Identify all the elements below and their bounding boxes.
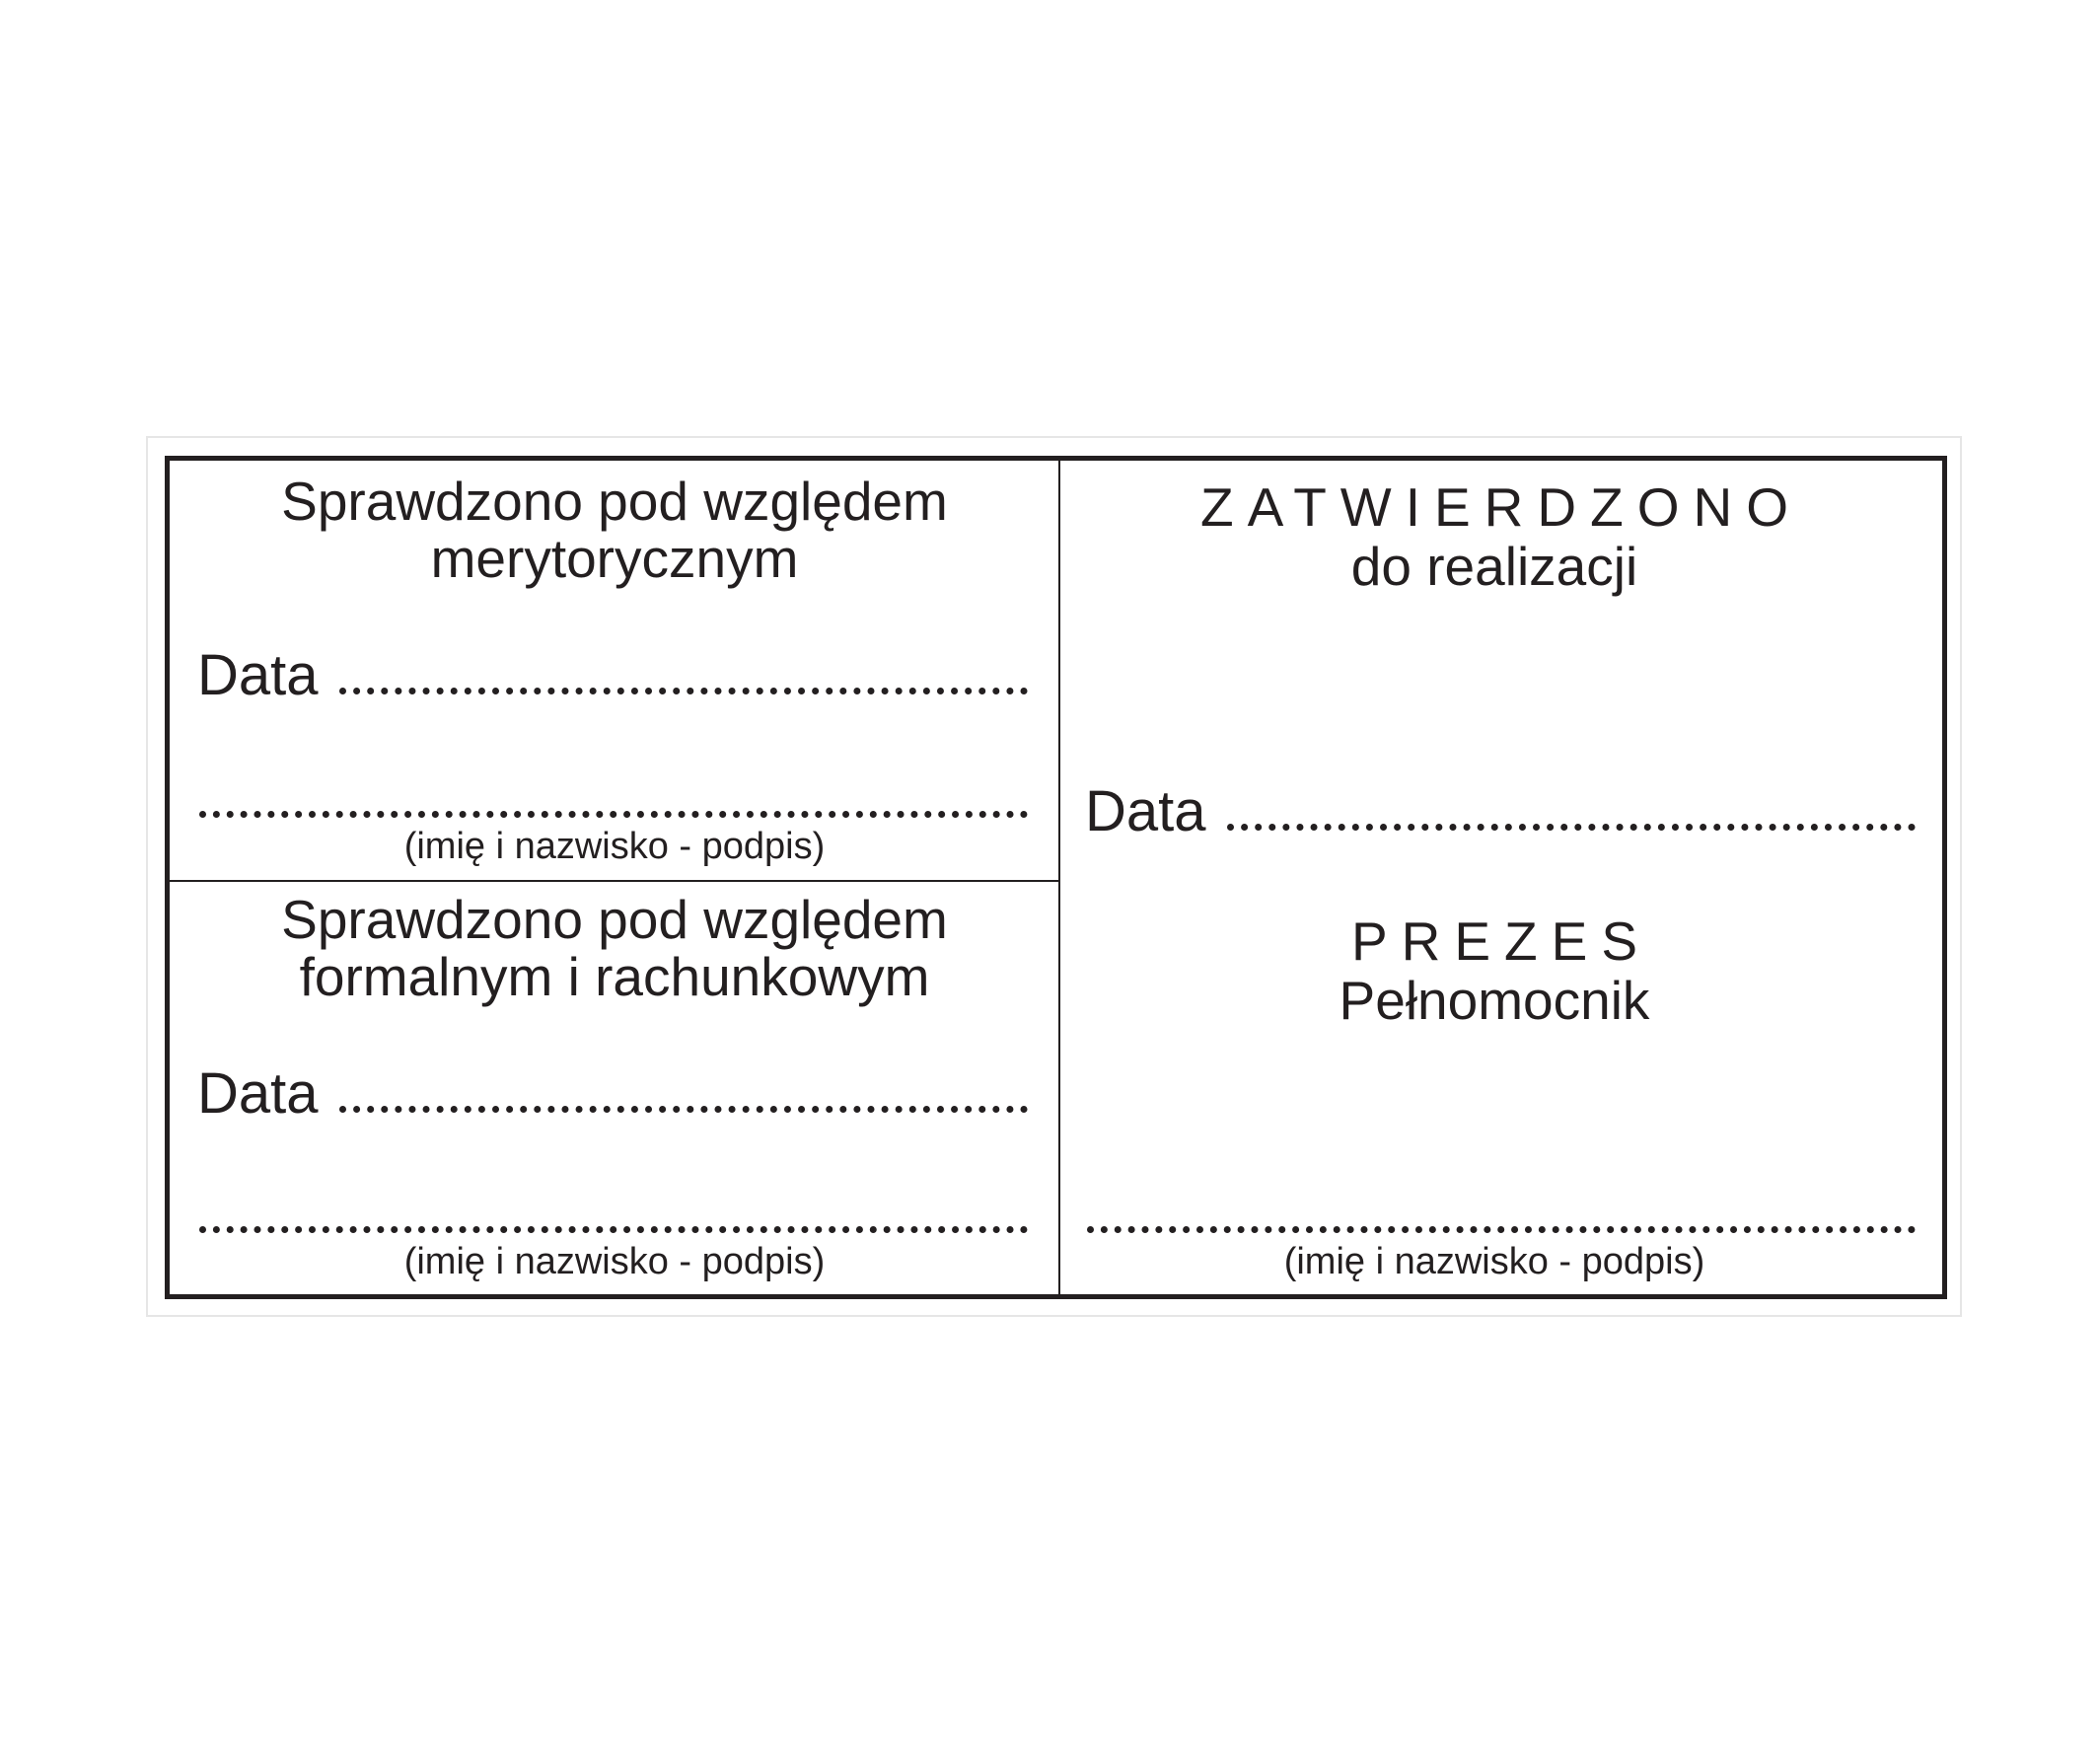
formal-check-line1: Sprawdzono pod względem (281, 889, 948, 950)
approval-signature-caption: (imię i nazwisko - podpis) (1283, 1241, 1705, 1282)
merit-signature-dotted-line (199, 811, 1028, 818)
formal-date-dotted-line (339, 1106, 1028, 1113)
approval-stamp (165, 456, 1947, 1299)
merit-check-line2: merytorycznym (430, 528, 799, 589)
approval-signature-dotted-line (1087, 1226, 1916, 1233)
formal-signature-caption: (imię i nazwisko - podpis) (403, 1241, 826, 1282)
approval-date-label: Data (1085, 779, 1206, 843)
role-title: PREZES (1350, 911, 1652, 972)
merit-signature-caption: (imię i nazwisko - podpis) (403, 826, 826, 867)
approval-date-dotted-line (1227, 824, 1916, 831)
approval-subtitle: do realizacji (1350, 536, 1638, 597)
formal-check-line2: formalnym i rachunkowym (299, 946, 930, 1007)
merit-check-line1: Sprawdzono pod względem (281, 471, 948, 532)
horizontal-divider (170, 880, 1059, 882)
formal-check-heading (170, 891, 1059, 1005)
formal-date-label: Data (197, 1061, 319, 1126)
merit-date-dotted-line (339, 688, 1028, 694)
merit-date-label: Data (197, 643, 319, 707)
approval-title: ZATWIERDZONO (1200, 476, 1802, 538)
merit-check-heading (170, 473, 1059, 587)
formal-signature-dotted-line (199, 1226, 1028, 1233)
role-subtitle: Pełnomocnik (1339, 970, 1650, 1031)
